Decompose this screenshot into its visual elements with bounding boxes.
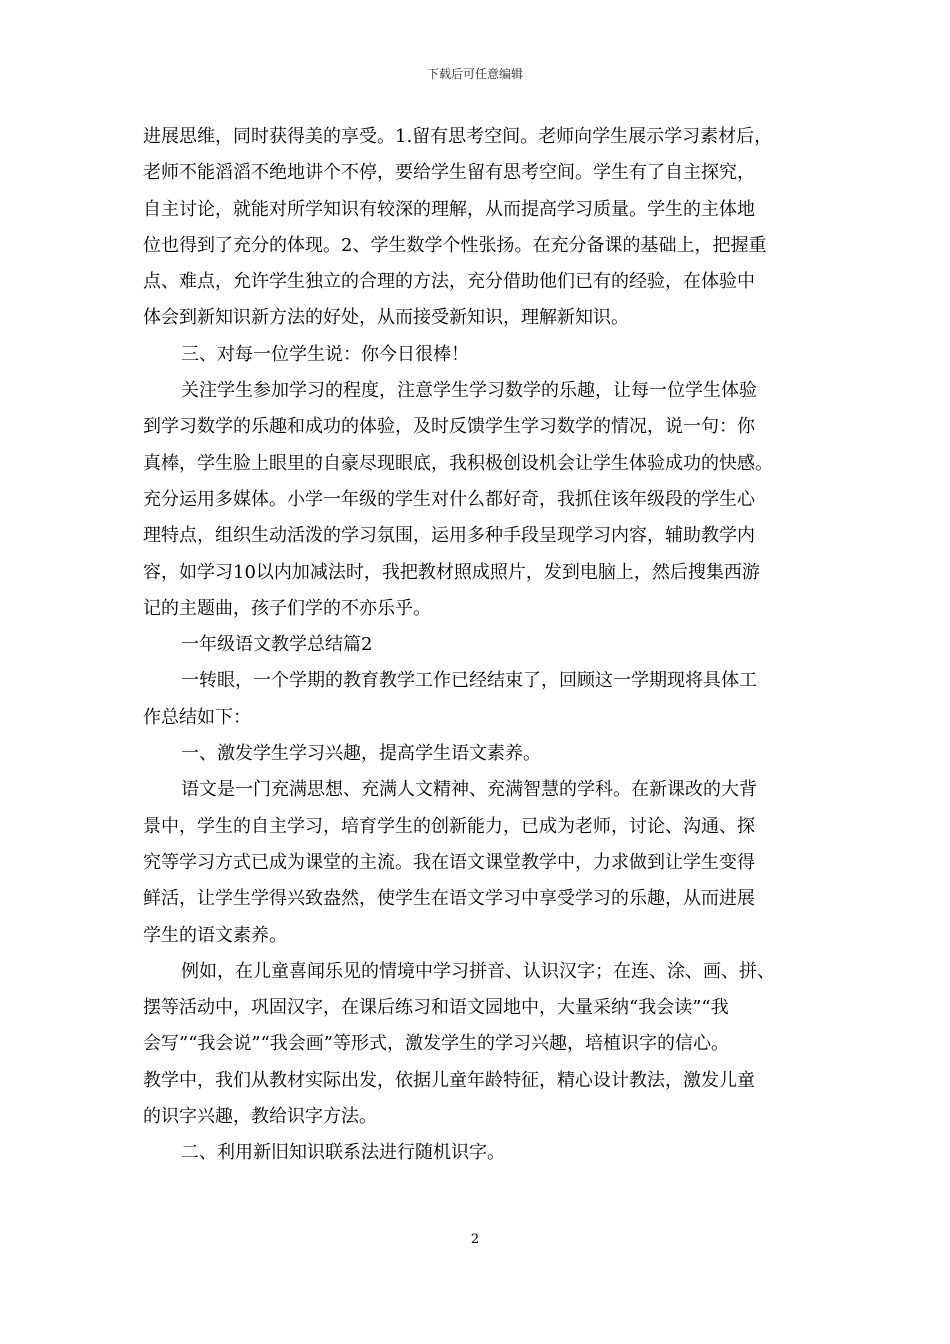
section-heading: 二、利用新旧知识联系法进行随机识字。: [181, 1142, 505, 1164]
text-line: 老师不能滔滔不绝地讲个不停，要给学生留有思考空间。学生有了自主探究，: [143, 162, 755, 184]
text-line: 自主讨论，就能对所学知识有较深的理解，从而提高学习质量。学生的主体地: [143, 198, 755, 220]
text-line: 景中，学生的自主学习，培育学生的创新能力，已成为老师，讨论、沟通、探: [143, 815, 755, 837]
text-line: 究等学习方式已成为课堂的主流。我在语文课堂教学中，力求做到让学生变得: [143, 851, 755, 873]
section-heading: 三、对每一位学生说：你今日很棒！: [181, 343, 469, 365]
text-line: 学生的语文素养。: [143, 924, 287, 946]
article-title: 一年级语文教学总结篇2: [181, 634, 373, 656]
text-line: 关注学生参加学习的程度，注意学生学习数学的乐趣，让每一位学生体验: [181, 380, 757, 402]
document-body: [143, 119, 810, 1172]
text-line: 摆等活动中，巩固汉字，在课后练习和语文园地中，大量采纳“我会读”“我: [143, 997, 729, 1019]
section-heading: 一、激发学生学习兴趣，提高学生语文素养。: [181, 743, 541, 765]
text-line: 到学习数学的乐趣和成功的体验，及时反馈学生学习数学的情况，说一句：你: [143, 416, 755, 438]
text-line: 教学中，我们从教材实际出发，依据儿童年龄特征，精心设计教法，激发儿童: [143, 1069, 755, 1091]
text-line: 真棒，学生脸上眼里的自豪尽现眼底，我积极创设机会让学生体验成功的快感。: [143, 452, 773, 474]
page-header-note: 下载后可任意编辑: [426, 67, 523, 81]
text-line: 进展思维，同时获得美的享受。1.留有思考空间。老师向学生展示学习素材后，: [143, 126, 773, 147]
text-line: 的识字兴趣，教给识字方法。: [143, 1106, 377, 1128]
text-line: 记的主题曲，孩子们学的不亦乐乎。: [143, 597, 431, 619]
text-line: 会写”“我会说”“我会画”等形式，激发学生的学习兴趣，培植识字的信心。: [143, 1033, 730, 1055]
text-line: 作总结如下：: [143, 706, 251, 728]
text-line: 体会到新知识新方法的好处，从而接受新知识，理解新知识。: [143, 307, 629, 329]
text-line: 语文是一门充满思想、充满人文精神、充满智慧的学科。在新课改的大背: [181, 779, 757, 801]
text-line: 一转眼，一个学期的教育教学工作已经结束了，回顾这一学期现将具体工: [181, 670, 757, 692]
text-line: 例如，在儿童喜闻乐见的情境中学习拼音、认识汉字；在连、涂、画、拼、: [181, 960, 775, 982]
text-line: 位也得到了充分的体现。2、学生数学个性张扬。在充分备课的基础上，把握重: [143, 234, 767, 256]
text-line: 点、难点，允许学生独立的合理的方法，充分借助他们已有的经验，在体验中: [143, 271, 755, 293]
text-line: 鲜活，让学生学得兴致盎然，使学生在语文学习中享受学习的乐趣，从而进展: [143, 888, 755, 910]
text-line: 容，如学习10以内加减法时，我把教材照成照片，发到电脑上，然后搜集西游: [143, 561, 760, 583]
text-line: 充分运用多媒体。小学一年级的学生对什么都好奇，我抓住该年级段的学生心: [143, 488, 755, 510]
page-number: 2: [470, 1232, 480, 1247]
text-line: 理特点，组织生动活泼的学习氛围，运用多种手段呈现学习内容，辅助教学内: [143, 525, 755, 547]
